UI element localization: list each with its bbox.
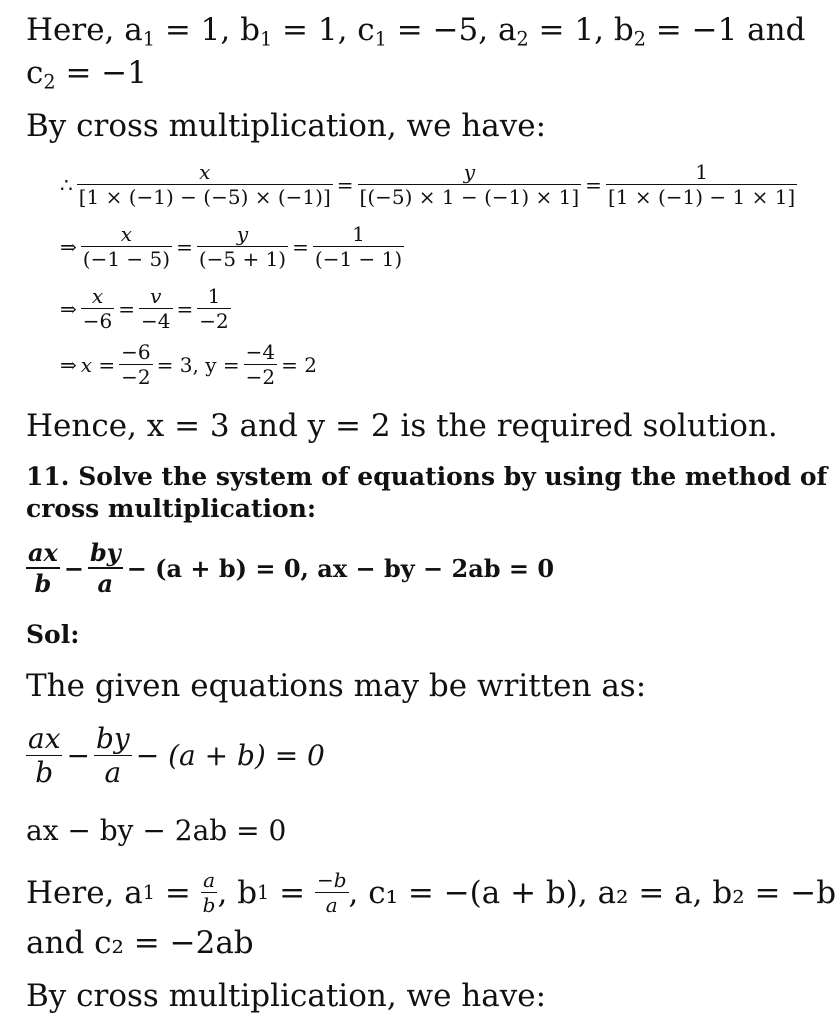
- fraction: $\frac{-b}{a}$: [316, 868, 347, 917]
- here-coefficients-line-2: and c₂ = −2ab: [26, 925, 254, 961]
- fraction: $\frac{ax}{b}$: [28, 538, 58, 598]
- coeff-b1: $b_1 = 1$,: [240, 12, 348, 51]
- cross-multiplication-heading: By cross multiplication, we have:: [26, 108, 547, 144]
- fraction: $\frac{1}{-2}$: [199, 284, 229, 333]
- cross-multiplication-heading-2: By cross multiplication, we have:: [26, 978, 547, 1014]
- and-word: and: [747, 12, 806, 48]
- coefficients-line: [26, 12, 805, 50]
- question-11-title: 11. Solve the system of equations by using the method of: [26, 462, 828, 491]
- fraction: $\frac{by}{a}$: [89, 538, 121, 598]
- equation-b: ax − by − 2ab = 0: [26, 814, 287, 847]
- coeff-b2: $b_2 = -1$: [613, 12, 738, 51]
- fraction: $\frac{1}{(-1 - 1)}$: [314, 222, 403, 271]
- fraction: $\frac{x}{[1 \times (-1) - (-5) \times (-1)]}$: [78, 160, 331, 209]
- implies-symbol: ⇒: [60, 234, 77, 259]
- fraction: $\frac{-6}{-2}$: [121, 340, 151, 389]
- therefore-symbol: ∴: [60, 172, 73, 197]
- sol-label: Sol:: [26, 620, 80, 649]
- c2-line: $c_2 = -1$: [26, 55, 147, 94]
- fraction: $\frac{by}{a}$: [95, 722, 130, 789]
- coeff-a1: $a_1 = 1$,: [124, 12, 231, 51]
- equation-row-4: ⇒ x = $\frac{-6}{-2}$ = 3, y = $\frac{-4}{-2}$ = 2: [56, 340, 317, 389]
- equation-row-2: ⇒ $\frac{x}{(-1 - 5)}$ = $\frac{y}{(-5 + 1)}$ = $\frac{1}{(-1 - 1)}$: [56, 222, 404, 271]
- question-11-equation: $\frac{ax}{b}$ − $\frac{by}{a}$ − (a + b) = 0, ax − by − 2ab = 0: [28, 538, 555, 598]
- question-11-title-cont: cross multiplication:: [26, 494, 317, 523]
- fraction: $\frac{y}{[(-5) \times 1 - (-1) \times 1]}$: [359, 160, 580, 209]
- coeff-a2: $a_2 = 1$,: [498, 12, 604, 51]
- here-coefficients-line: Here, a 1 = $\frac{a}{b}$ , b 1 = $\frac{-b}{a}$ , c₁ = −(a + b), a₂ = a, b₂ = −b: [26, 868, 836, 917]
- fraction: $\frac{1}{[1 \times (-1) - 1 \times 1]}$: [607, 160, 796, 209]
- fraction: $\frac{a}{b}$: [202, 868, 216, 917]
- fraction: $\frac{y}{(-5 + 1)}$: [198, 222, 287, 271]
- fraction: $\frac{-4}{-2}$: [245, 340, 276, 389]
- here-label: Here,: [26, 12, 115, 48]
- given-equations-text: The given equations may be written as:: [26, 668, 647, 704]
- fraction: $\frac{ax}{b}$: [28, 722, 61, 789]
- coeff-c1: $c_1 = -5$,: [357, 12, 489, 51]
- fraction: $\frac{v}{-4}$: [141, 284, 171, 333]
- solution-statement: Hence, x = 3 and y = 2 is the required solution.: [26, 408, 778, 444]
- equation-row-3: ⇒ $\frac{x}{-6}$ = $\frac{v}{-4}$ = $\frac{1}{-2}$: [56, 284, 231, 333]
- fraction: $\frac{x}{-6}$: [82, 284, 113, 333]
- fraction: $\frac{x}{(-1 - 5)}$: [82, 222, 171, 271]
- equation-row-1: ∴ $\frac{x}{[1 \times (-1) - (-5) \times (-1)]}$ = $\frac{y}{[(-5) \times 1 - (-1) \times 1]}$ = $\frac{1}{[1 \times (-1) - 1 \times 1]}$: [56, 160, 797, 209]
- implies-symbol: ⇒: [60, 296, 77, 321]
- equation-a: $\frac{ax}{b}$ − $\frac{by}{a}$ − (a + b) = 0: [28, 722, 325, 789]
- implies-symbol: ⇒: [60, 352, 77, 377]
